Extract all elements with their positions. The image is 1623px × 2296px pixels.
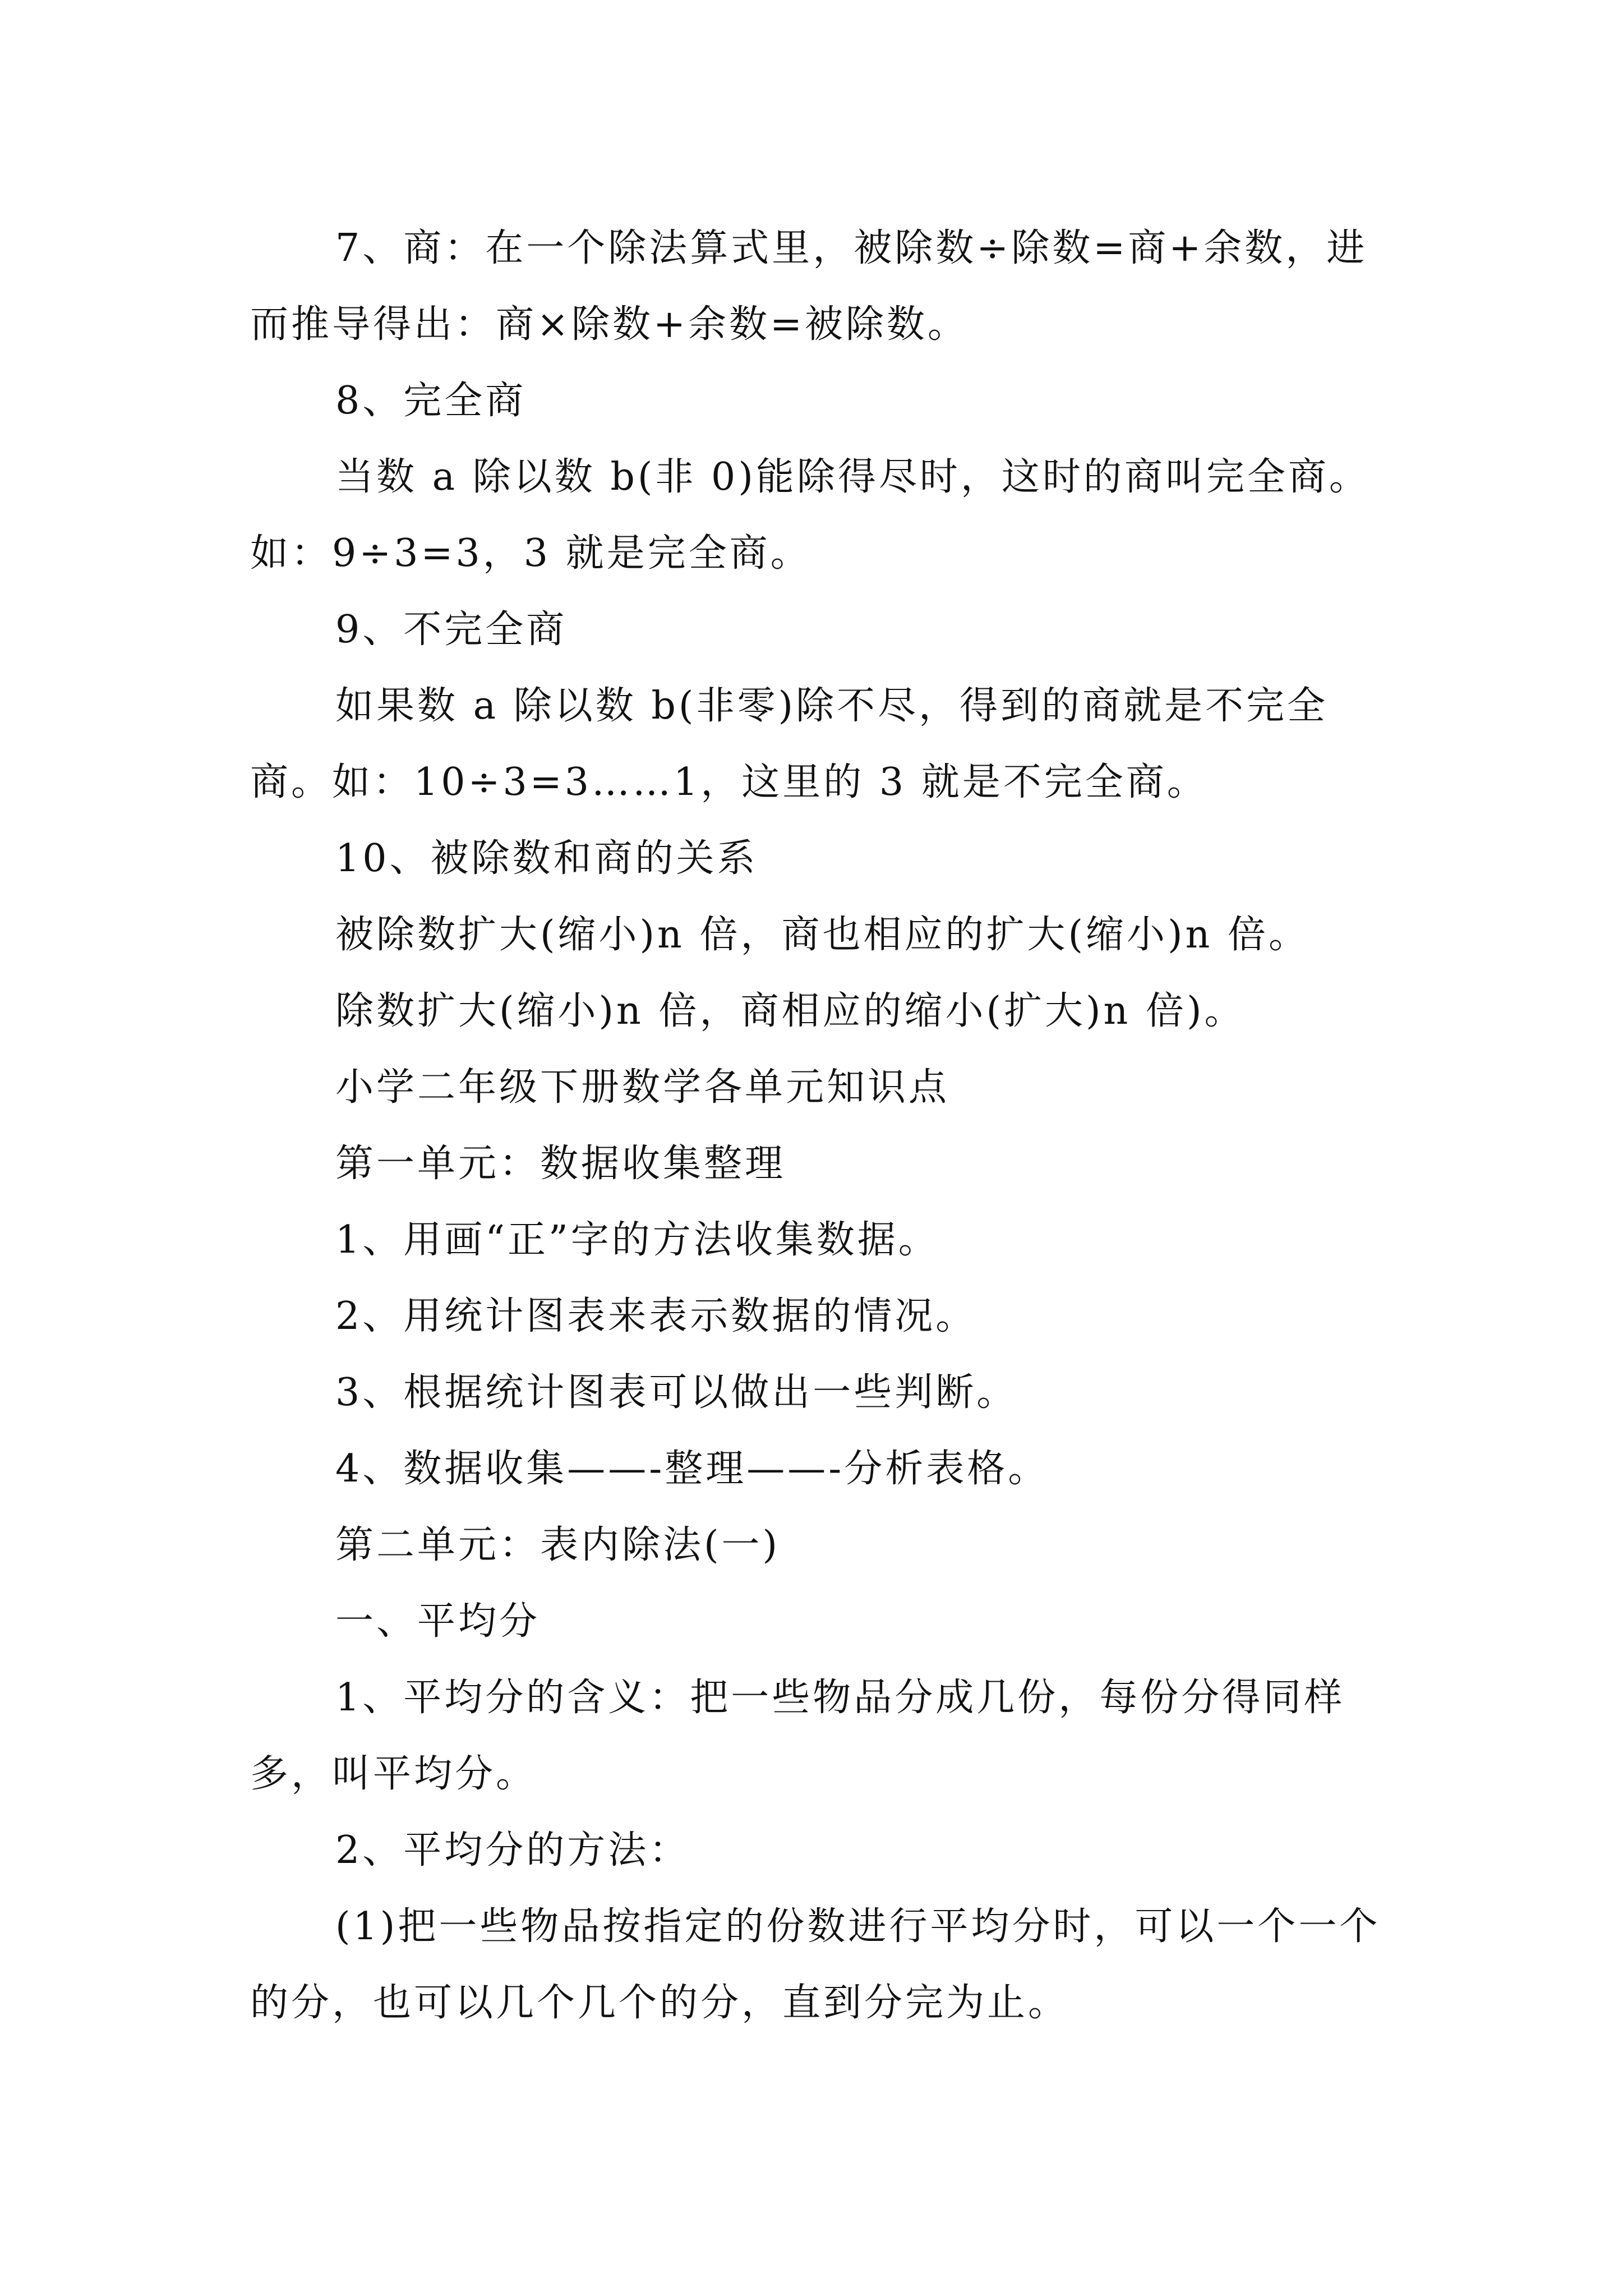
unit-two-title: 第二单元：表内除法(一) <box>335 1523 781 1567</box>
paragraph-equal-division-step-1: (1)把一些物品按指定的份数进行平均分时，可以一个一个的分，也可以几个几个的分，直到分完为止。 <box>250 1904 1381 2025</box>
paragraph-divisor-scaling: 除数扩大(缩小)n 倍，商相应的缩小(扩大)n 倍)。 <box>335 989 1246 1033</box>
section-title-grade2-math: 小学二年级下册数学各单元知识点 <box>335 1065 950 1110</box>
heading-incomplete-quotient: 9、不完全商 <box>335 608 568 652</box>
unit-one-item-3: 3、根据统计图表可以做出一些判断。 <box>335 1370 1018 1415</box>
unit-one-item-2: 2、用统计图表来表示数据的情况。 <box>335 1294 977 1338</box>
heading-dividend-quotient-relation: 10、被除数和商的关系 <box>335 836 758 881</box>
paragraph-equal-division-meaning: 1、平均分的含义：把一些物品分成几份，每份分得同样多，叫平均分。 <box>250 1676 1345 1796</box>
heading-complete-quotient: 8、完全商 <box>335 379 527 423</box>
paragraph-complete-quotient: 当数 a 除以数 b(非 0)能除得尽时，这时的商叫完全商。如：9÷3=3，3 就是完全商。 <box>250 455 1370 576</box>
unit-one-item-1: 1、用画“正”字的方法收集数据。 <box>335 1218 939 1262</box>
paragraph-quotient-definition: 7、商：在一个除法算式里，被除数÷除数=商+余数，进而推导得出：商×除数+余数=被除数。 <box>250 226 1368 347</box>
unit-one-title: 第一单元：数据收集整理 <box>335 1142 786 1186</box>
subsection-equal-division: 一、平均分 <box>335 1599 541 1644</box>
paragraph-incomplete-quotient: 如果数 a 除以数 b(非零)除不尽，得到的商就是不完全商。如：10÷3=3……1，这里的 3 就是不完全商。 <box>250 684 1328 804</box>
document-body <box>250 210 1400 2041</box>
paragraph-dividend-scaling: 被除数扩大(缩小)n 倍，商也相应的扩大(缩小)n 倍。 <box>335 913 1310 957</box>
paragraph-equal-division-method: 2、平均分的方法： <box>335 1828 690 1872</box>
unit-one-item-4: 4、数据收集——-整理——-分析表格。 <box>335 1447 1049 1491</box>
